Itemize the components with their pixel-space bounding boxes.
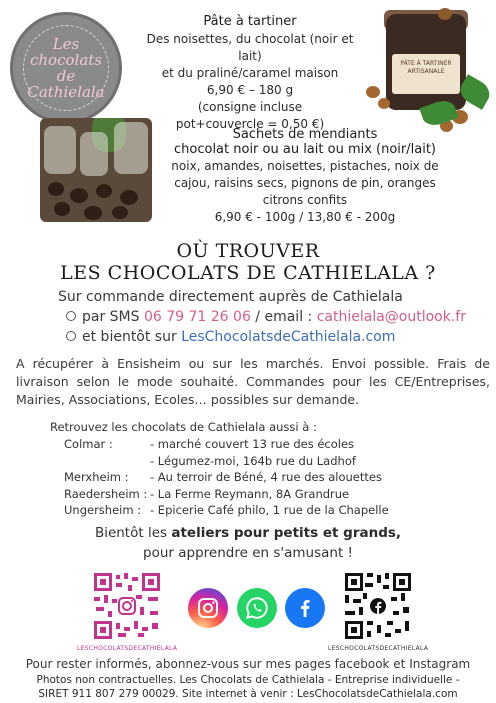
pate-line: 6,90 € – 180 g bbox=[206, 83, 294, 97]
facebook-icon[interactable] bbox=[285, 588, 325, 628]
pate-line: (consigne incluse bbox=[197, 100, 303, 114]
mendiants-photo bbox=[40, 118, 152, 222]
location-row: Merxheim : - Au terroir de Béné, 4 rue des alouettes bbox=[64, 470, 382, 485]
jar-label: PÂTE À TARTINER ARTISANALE bbox=[392, 54, 460, 94]
pate-line: et du praliné/caramel maison bbox=[161, 66, 339, 80]
location-row: Colmar : - marché couvert 13 rue des écoles bbox=[64, 437, 355, 452]
page-title: OÙ TROUVER LES CHOCOLATS DE CATHIELALA ? bbox=[60, 240, 436, 284]
logo-inner-ring bbox=[23, 25, 109, 111]
bullet-icon bbox=[66, 311, 76, 321]
pate-line: pot+couvercle = 0,50 €) bbox=[175, 117, 325, 131]
pate-section bbox=[140, 14, 360, 133]
qr-pattern bbox=[343, 571, 413, 641]
follow-text: Pour rester informés, abonnez-vous sur mes pages facebook et Instagram bbox=[25, 657, 471, 671]
pate-line: Des noisettes, du chocolat (noir et lait) bbox=[146, 32, 354, 63]
order-section bbox=[58, 287, 478, 347]
location-row: - Légumez-moi, 164b rue du Ladhof bbox=[150, 453, 356, 468]
phone-link[interactable]: 06 79 71 26 06 bbox=[143, 309, 251, 325]
instagram-qr-code[interactable] bbox=[92, 571, 162, 641]
order-sms-line: par SMS 06 79 71 26 06 / email : cathielala@outlook.fr bbox=[58, 307, 478, 327]
mendiants-line: 6,90 € - 100g / 13,80 € - 200g bbox=[214, 210, 396, 224]
logo-text: Les chocolats de Cathielala bbox=[27, 35, 105, 101]
order-site-line: et bientôt sur LesChocolatsdeCathielala.com bbox=[58, 327, 478, 347]
email-link[interactable]: cathielala@outlook.fr bbox=[316, 309, 466, 325]
mendiants-line: cajou, raisins secs, pignons de pin, oranges bbox=[174, 176, 436, 190]
locations-intro: Retrouvez les chocolats de Cathielala aussi à : bbox=[50, 420, 317, 434]
mendiants-line: citrons confits bbox=[262, 193, 348, 207]
qr-pattern bbox=[92, 571, 162, 641]
mendiants-section bbox=[160, 127, 450, 226]
locations-list bbox=[50, 419, 480, 518]
order-intro: Sur commande directement auprès de Cathielala bbox=[58, 289, 403, 305]
brand-logo bbox=[10, 12, 122, 124]
bullet-icon bbox=[66, 331, 76, 341]
mendiants-line: noix, amandes, noisettes, pistaches, noix de bbox=[171, 159, 439, 173]
facebook-qr-code[interactable] bbox=[343, 571, 413, 641]
facebook-qr-caption: LESCHOCOLATSDECATHIELALA bbox=[328, 645, 429, 652]
ateliers-announcement: Bientôt les ateliers pour petits et grands, pour apprendre en s'amusant ! bbox=[94, 525, 402, 561]
pate-title: Pâte à tartiner bbox=[203, 14, 297, 29]
instagram-icon[interactable] bbox=[188, 588, 228, 628]
website-link[interactable]: LesChocolatsdeCathielala.com bbox=[181, 329, 396, 345]
location-row: Raedersheim : - La Ferme Reymann, 8A Grandrue bbox=[64, 486, 350, 501]
jar-image bbox=[360, 6, 494, 136]
whatsapp-icon[interactable] bbox=[237, 588, 277, 628]
pickup-paragraph: A récupérer à Ensisheim ou sur les marchés. Envoi possible. Frais de livraison selon le mode souhaité. Commandes pour les CE/Entreprises, Mairies, Associations, Ecoles… possibles sur demande. bbox=[16, 356, 490, 407]
mendiants-title: Sachets de mendiants bbox=[232, 127, 378, 142]
location-row: Ungersheim : - Epicerie Café philo, 1 rue de la Chapelle bbox=[64, 503, 389, 518]
instagram-qr-caption: LESCHOCOLATSDECATHIELALA bbox=[77, 645, 178, 652]
footer: Photos non contractuelles. Les Chocolats de Cathielala - Entreprise individuelle - SIRET 911 807 279 00029. Site internet à venir : LesChocolatsdeCathielala.com bbox=[36, 674, 460, 700]
mendiants-subtitle: chocolat noir ou au lait ou mix (noir/lait) bbox=[174, 142, 436, 157]
